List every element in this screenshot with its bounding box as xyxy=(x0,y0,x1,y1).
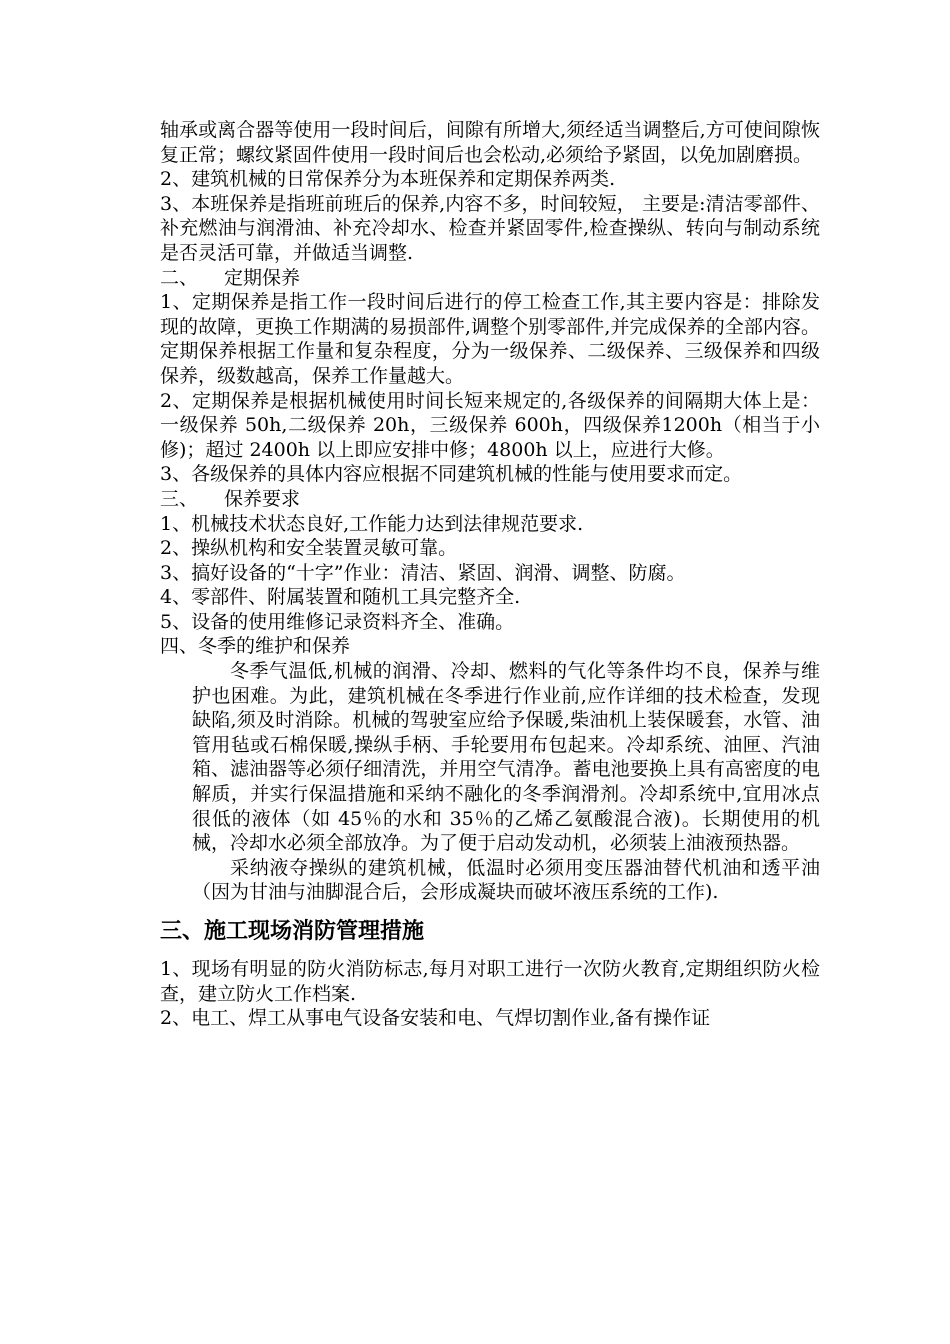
winter-maintenance-block xyxy=(160,659,820,905)
list-item-requirement: 4、零部件、附属装置和随机工具完整齐全. xyxy=(160,586,521,609)
paragraph-winter-hydraulic: 采纳液夺操纵的建筑机械，低温时必须用变压器油替代机油和透平油（因为甘油与油脚混合后，会形成凝块而破坏液压系统的工作). xyxy=(192,856,820,904)
paragraph-winter-procedure: 冬季气温低,机械的润滑、冷却、燃料的气化等条件均不良，保养与维护也困难。为此，建筑机械在冬季进行作业前,应作详细的技术检查，发现缺陷,须及时消除。机械的驾驶室应给予保暖,柴油机上装保暖套，水管、油管用毡或石棉保暖,操纵手柄、手轮要用布包起来。冷却系统、油匣、汽油箱、滤油器等必须仔细清洗，并用空气清净。蓄电池要换上具有高密度的电解质，并实行保温措施和采纳不融化的冬季润滑剂。冷却系统中,宜用冰点很低的液体（如 45％的水和 35％的乙烯乙氨酸混合液)。长期使用的机械，冷却水必须全部放净。为了便于启动发动机，必须装上油液预热器。 xyxy=(192,660,820,855)
heading-fire-management: 三、施工现场消防管理措施 xyxy=(160,919,425,944)
list-item-requirement: 5、设备的使用维修记录资料齐全、准确。 xyxy=(160,610,515,633)
paragraph-periodic-definition: 1、定期保养是指工作一段时间后进行的停工检查工作,其主要内容是：排除发现的故障，更换工作期满的易损部件,调整个别零部件,并完成保养的全部内容。定期保养根据工作量和复杂程度，分为一级保养、二级保养、三级保养和四级保养，级数越高，保养工作量越大。 xyxy=(160,291,820,387)
section-heading-winter-maintenance: 四、冬季的维护和保养 xyxy=(160,635,351,658)
document-body xyxy=(160,118,820,1031)
paragraph-fire-signage: 1、现场有明显的防火消防标志,每月对职工进行一次防火教育,定期组织防火检查，建立防火工作档案. xyxy=(160,958,820,1005)
list-item-requirement: 3、搞好设备的“十字”作业：清洁、紧固、润滑、调整、防腐。 xyxy=(160,561,686,584)
section-title: 保养要求 xyxy=(224,487,301,510)
section-number: 二、 xyxy=(160,266,199,289)
paragraph-periodic-content: 3、各级保养的具体内容应根据不同建筑机械的性能与使用要求而定。 xyxy=(160,463,743,486)
paragraph-periodic-intervals: 2、定期保养是根据机械使用时间长短来规定的,各级保养的间隔期大体上是：一级保养 50h,二级保养 20h，三级保养 600h，四级保养1200h（相当于小修)；超过 2400h 以上即应安排中修；4800h 以上，应进行大修。 xyxy=(160,389,820,461)
section-number: 三、 xyxy=(160,487,199,510)
paragraph-bearing-adjustment: 轴承或离合器等使用一段时间后，间隙有所增大,须经适当调整后,方可使间隙恢复正常；螺纹紧固件使用一段时间后也会松动,必须给予紧固，以免加剧磨损。 xyxy=(160,119,820,166)
list-item-requirement: 1、机械技术状态良好,工作能力达到法律规范要求. xyxy=(160,512,584,535)
section-heading-requirements xyxy=(160,487,820,512)
section-heading-periodic-maintenance xyxy=(160,266,820,291)
paragraph-daily-maintenance: 2、建筑机械的日常保养分为本班保养和定期保养两类. xyxy=(160,168,616,191)
paragraph-shift-maintenance: 3、本班保养是指班前班后的保养,内容不多，时间较短， 主要是:清洁零部件、补充燃油与润滑油、补充冷却水、检查并紧固零件,检查操纵、转向与制动系统是否灵活可靠，并做适当调整. xyxy=(160,192,820,264)
paragraph-fire-operators: 2、电工、焊工从事电气设备安装和电、气焊切割作业,备有操作证 xyxy=(160,1007,711,1030)
list-item-requirement: 2、操纵机构和安全装置灵敏可靠。 xyxy=(160,537,458,560)
section-title: 定期保养 xyxy=(224,266,301,289)
